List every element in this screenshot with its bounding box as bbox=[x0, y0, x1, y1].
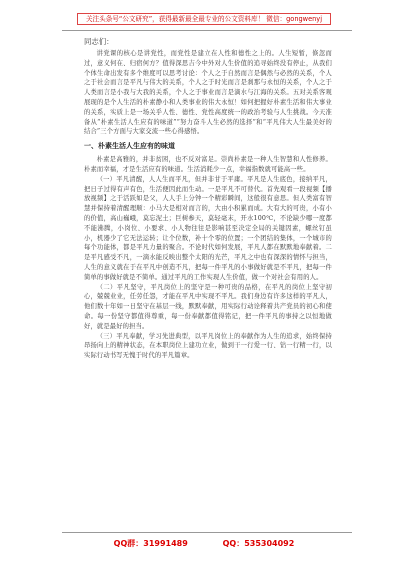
footer-rule bbox=[62, 532, 352, 533]
header-rule bbox=[62, 30, 352, 31]
footer-qq: QQ：535304092 bbox=[222, 539, 295, 548]
footer bbox=[0, 538, 408, 549]
paragraph-point-2: （二）平凡坚守，平凡岗位上的坚守是一种可贵的品格，在平凡的岗位上坚守初心，兢兢业业，任劳任怨，才能在平凡中实现不平凡。我们身边有许多这样的平凡人，他们数十年如一日坚守在基层一线，默默奉献，用实际行动诠释着共产党员的初心和使命。每一份坚守都值得尊重，每一份奉献都值得铭记，把一件平凡的事持之以恒地做好，就是最好的担当。 bbox=[84, 283, 332, 330]
paragraph-section-intro: 朴素是高雅的，并非贫困，也不反对富足。崇尚朴素是一种人生智慧和人性修养。朴素而幸福，才是生活应有的味道。生活消耗少一点，幸福指数就可能高一些。 bbox=[84, 156, 332, 173]
banner-box bbox=[77, 13, 331, 25]
footer-qq-group: QQ群：31991489 bbox=[113, 539, 188, 548]
document-body bbox=[84, 36, 332, 361]
paragraph-intro: 讲党课的核心是讲党性，而党性是建立在人性和德性之上的。人生短暂，倏忽而过，意义何在、归宿何方？值得深思吉今中外对人生价值的追寻始终没有停止，从我们个体生命出发有多个维度可以思考讨论：个人之于自然而言是偶然与必然的关系，个人之于社会而言是平凡与伟大的关系，个人之于时光而言是刹那与永恒的关系，个人之于人类而言是小我与大我的关系，个人之于事业而言是滴水与江海的关系。五对关系客观展现的是个人生活的朴素静小和人类事业的伟大永恒！如何把握好朴素生活和伟大事业的关系，实质上是一场关乎人性、德性、党性高度统一的政治考验与人生挑战。今天准备从“朴素生活人生应有的味道”“努力奋斗人生必然的选择”和“平凡伟大人生最美好的结合”三个方面与大家交流一些心得感悟。 bbox=[84, 50, 332, 136]
paragraph-point-3: （三）平凡奉献，学习先进典型，以平凡岗位上的奉献作为人生的追求，始终保持昂扬向上的精神状态，在本职岗位上建功立业，做到干一行爱一行、钻一行精一行，以实际行动书写无愧于时代的平凡篇章。 bbox=[84, 332, 332, 360]
salutation: 同志们： bbox=[84, 37, 114, 46]
top-banner bbox=[0, 6, 408, 25]
section-heading: 一、朴素生活人生应有的味道 bbox=[84, 142, 175, 151]
banner-text: 关注头条号“公文研究”，获得最新最全最专业的公文资料库！ 微信： bbox=[85, 15, 287, 23]
banner-wechat-id: gongwenyj bbox=[286, 15, 323, 23]
paragraph-point-1: （一）平凡清醒，人人生而平凡，但并非甘于平庸。平凡是人生底色，接纳平凡，把日子过得有声有色，生活便因此而生动。一是平凡不可替代。首先观看一段视频【播放视频】之于活跃如是父，人人手上分钟一个精彩瞬间，这般很有意思。但人类富有智慧并保持着清醒理顺：小马大是相对而言的，大由小积累而成。大有大的可贵，小有小的价值，高山巍峨，莫忘泥土；巨树参天，莫轻毫末，开水100℃，不论缺少哪一度都不能沸腾，小岗位、小要求、小人物往往是影响甚至决定全局的关键因素，螺丝钉虽小，机器少了它无法运转；让个位数，补十个零的位置；一个团结的集体，一个城市的每个功能体，都是平凡力量的聚合。不论时代如何发展，平凡人都在默默地奉献着。二是平凡感受不凡，一滴水能反映出整个太阳的光芒，平凡之中也有深深的情怀与担当，人生的意义就在于在平凡中创造不凡，把每一件平凡的小事做好就是不平凡，把每一件简单的事做好就是不简单。通过平凡的工作实现人生价值，做一个对社会有用的人。 bbox=[84, 175, 332, 281]
